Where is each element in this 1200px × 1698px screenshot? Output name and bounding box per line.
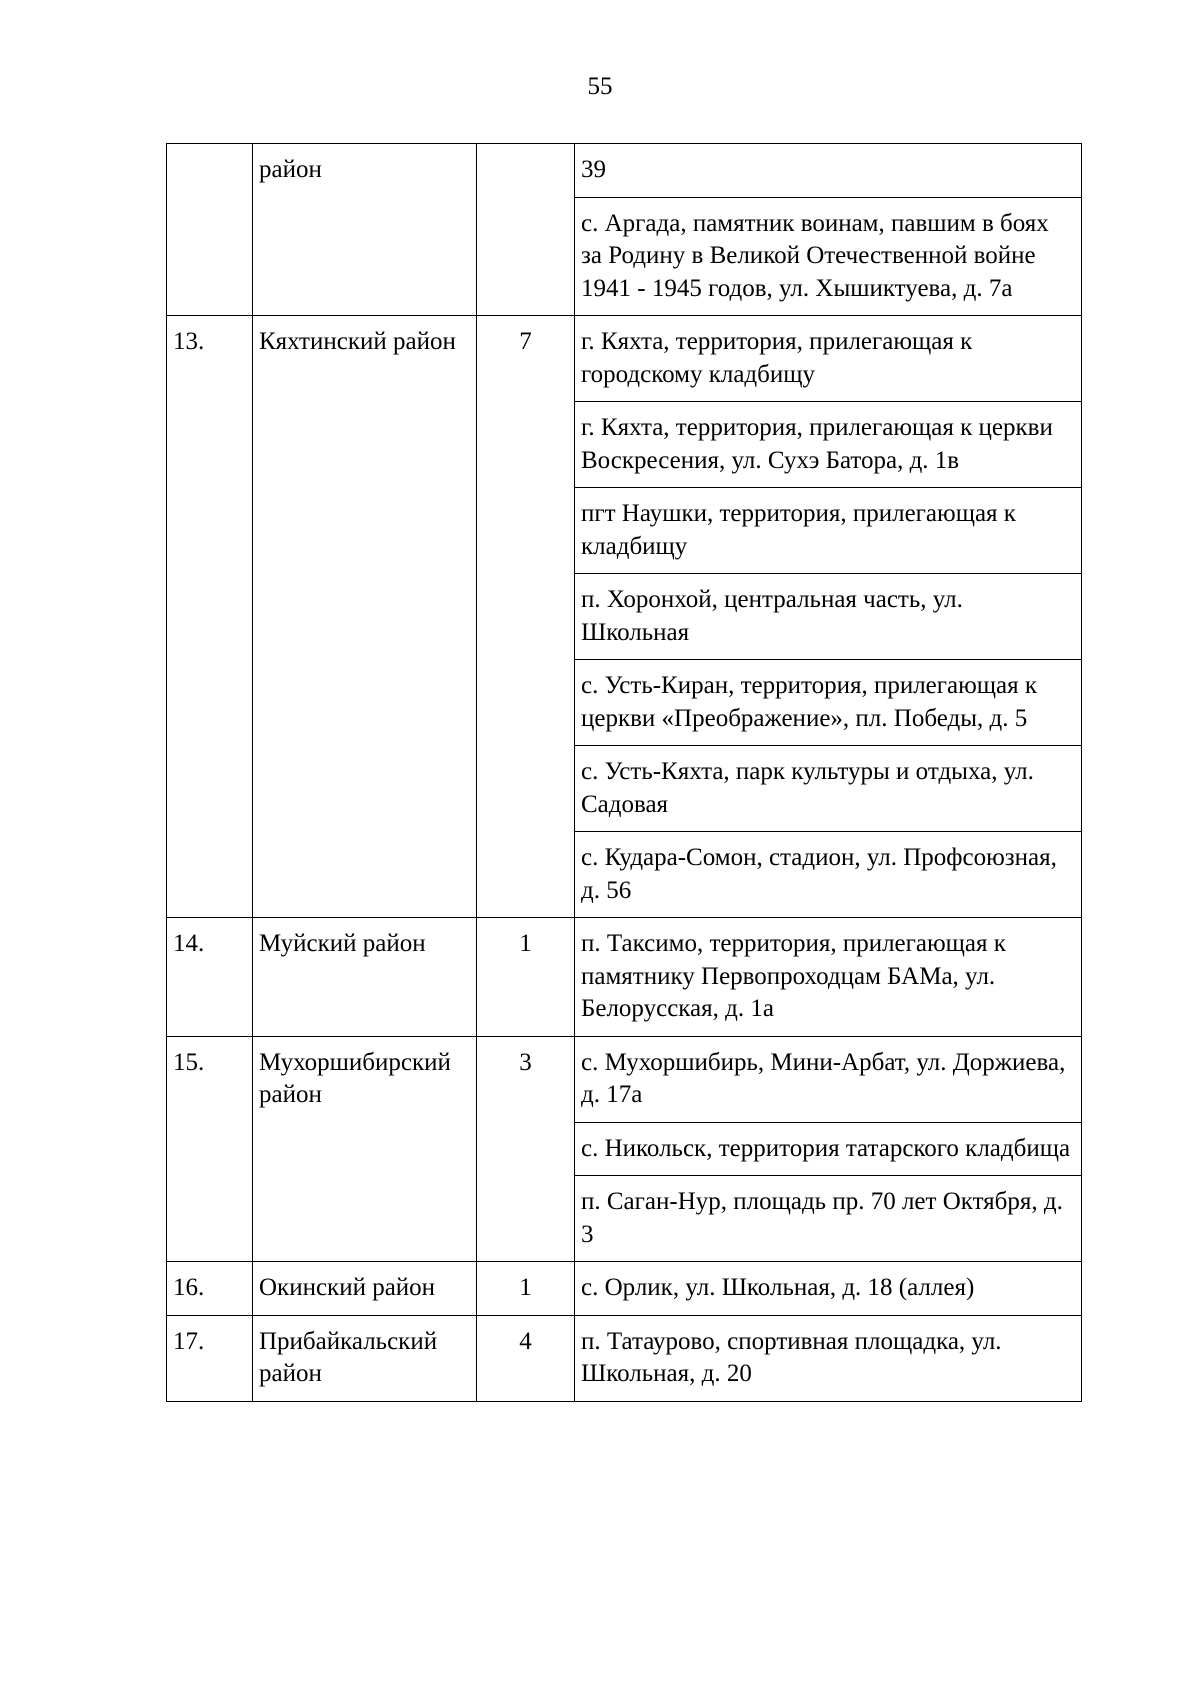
table-row [167,1036,1082,1122]
site-location: п. Татаурово, спортивная площадка, ул. Школьная, д. 20 [575,1315,1082,1401]
district-name: Прибайкальский район [253,1315,477,1401]
district-name: Мухоршибирский район [253,1036,477,1262]
district-name: район [253,144,477,316]
site-location: с. Усть-Киран, территория, прилегающая к церкви «Преображение», пл. Победы, д. 5 [575,660,1082,746]
site-location: с. Аргада, памятник воинам, павшим в боях за Родину в Великой Отечественной войне 1941 - 1945 годов, ул. Хышиктуева, д. 7а [575,197,1082,316]
row-number [167,144,253,316]
district-name: Муйский район [253,918,477,1037]
site-count: 1 [477,918,575,1037]
site-location: с. Орлик, ул. Школьная, д. 18 (аллея) [575,1262,1082,1316]
site-location: г. Кяхта, территория, прилегающая к церкви Воскресения, ул. Сухэ Батора, д. 1в [575,402,1082,488]
site-location: г. Кяхта, территория, прилегающая к городскому кладбищу [575,316,1082,402]
table-body [167,144,1082,1402]
table-row [167,316,1082,402]
district-name: Окинский район [253,1262,477,1316]
row-number: 16. [167,1262,253,1316]
row-number: 13. [167,316,253,918]
page-number: 55 [587,73,613,100]
sites-table [166,143,1082,1402]
district-name: Кяхтинский район [253,316,477,918]
site-location: с. Мухоршибирь, Мини-Арбат, ул. Доржиева, д. 17а [575,1036,1082,1122]
row-number: 14. [167,918,253,1037]
site-location: п. Саган-Нур, площадь пр. 70 лет Октября, д. 3 [575,1176,1082,1262]
site-count: 4 [477,1315,575,1401]
table-row [167,1315,1082,1401]
site-location: с. Никольск, территория татарского кладбища [575,1122,1082,1176]
table-row [167,1262,1082,1316]
site-location: пгт Наушки, территория, прилегающая к кладбищу [575,488,1082,574]
site-location: п. Таксимо, территория, прилегающая к памятнику Первопроходцам БАМа, ул. Белорусская, д. 1а [575,918,1082,1037]
row-number: 15. [167,1036,253,1262]
site-location: 39 [575,144,1082,198]
site-count: 3 [477,1036,575,1262]
site-count [477,144,575,316]
site-location: с. Усть-Кяхта, парк культуры и отдыха, ул. Садовая [575,746,1082,832]
table-row [167,918,1082,1037]
site-location: с. Кудара-Сомон, стадион, ул. Профсоюзная, д. 56 [575,832,1082,918]
site-count: 7 [477,316,575,918]
site-count: 1 [477,1262,575,1316]
table-row [167,144,1082,198]
row-number: 17. [167,1315,253,1401]
site-location: п. Хоронхой, центральная часть, ул. Школьная [575,574,1082,660]
